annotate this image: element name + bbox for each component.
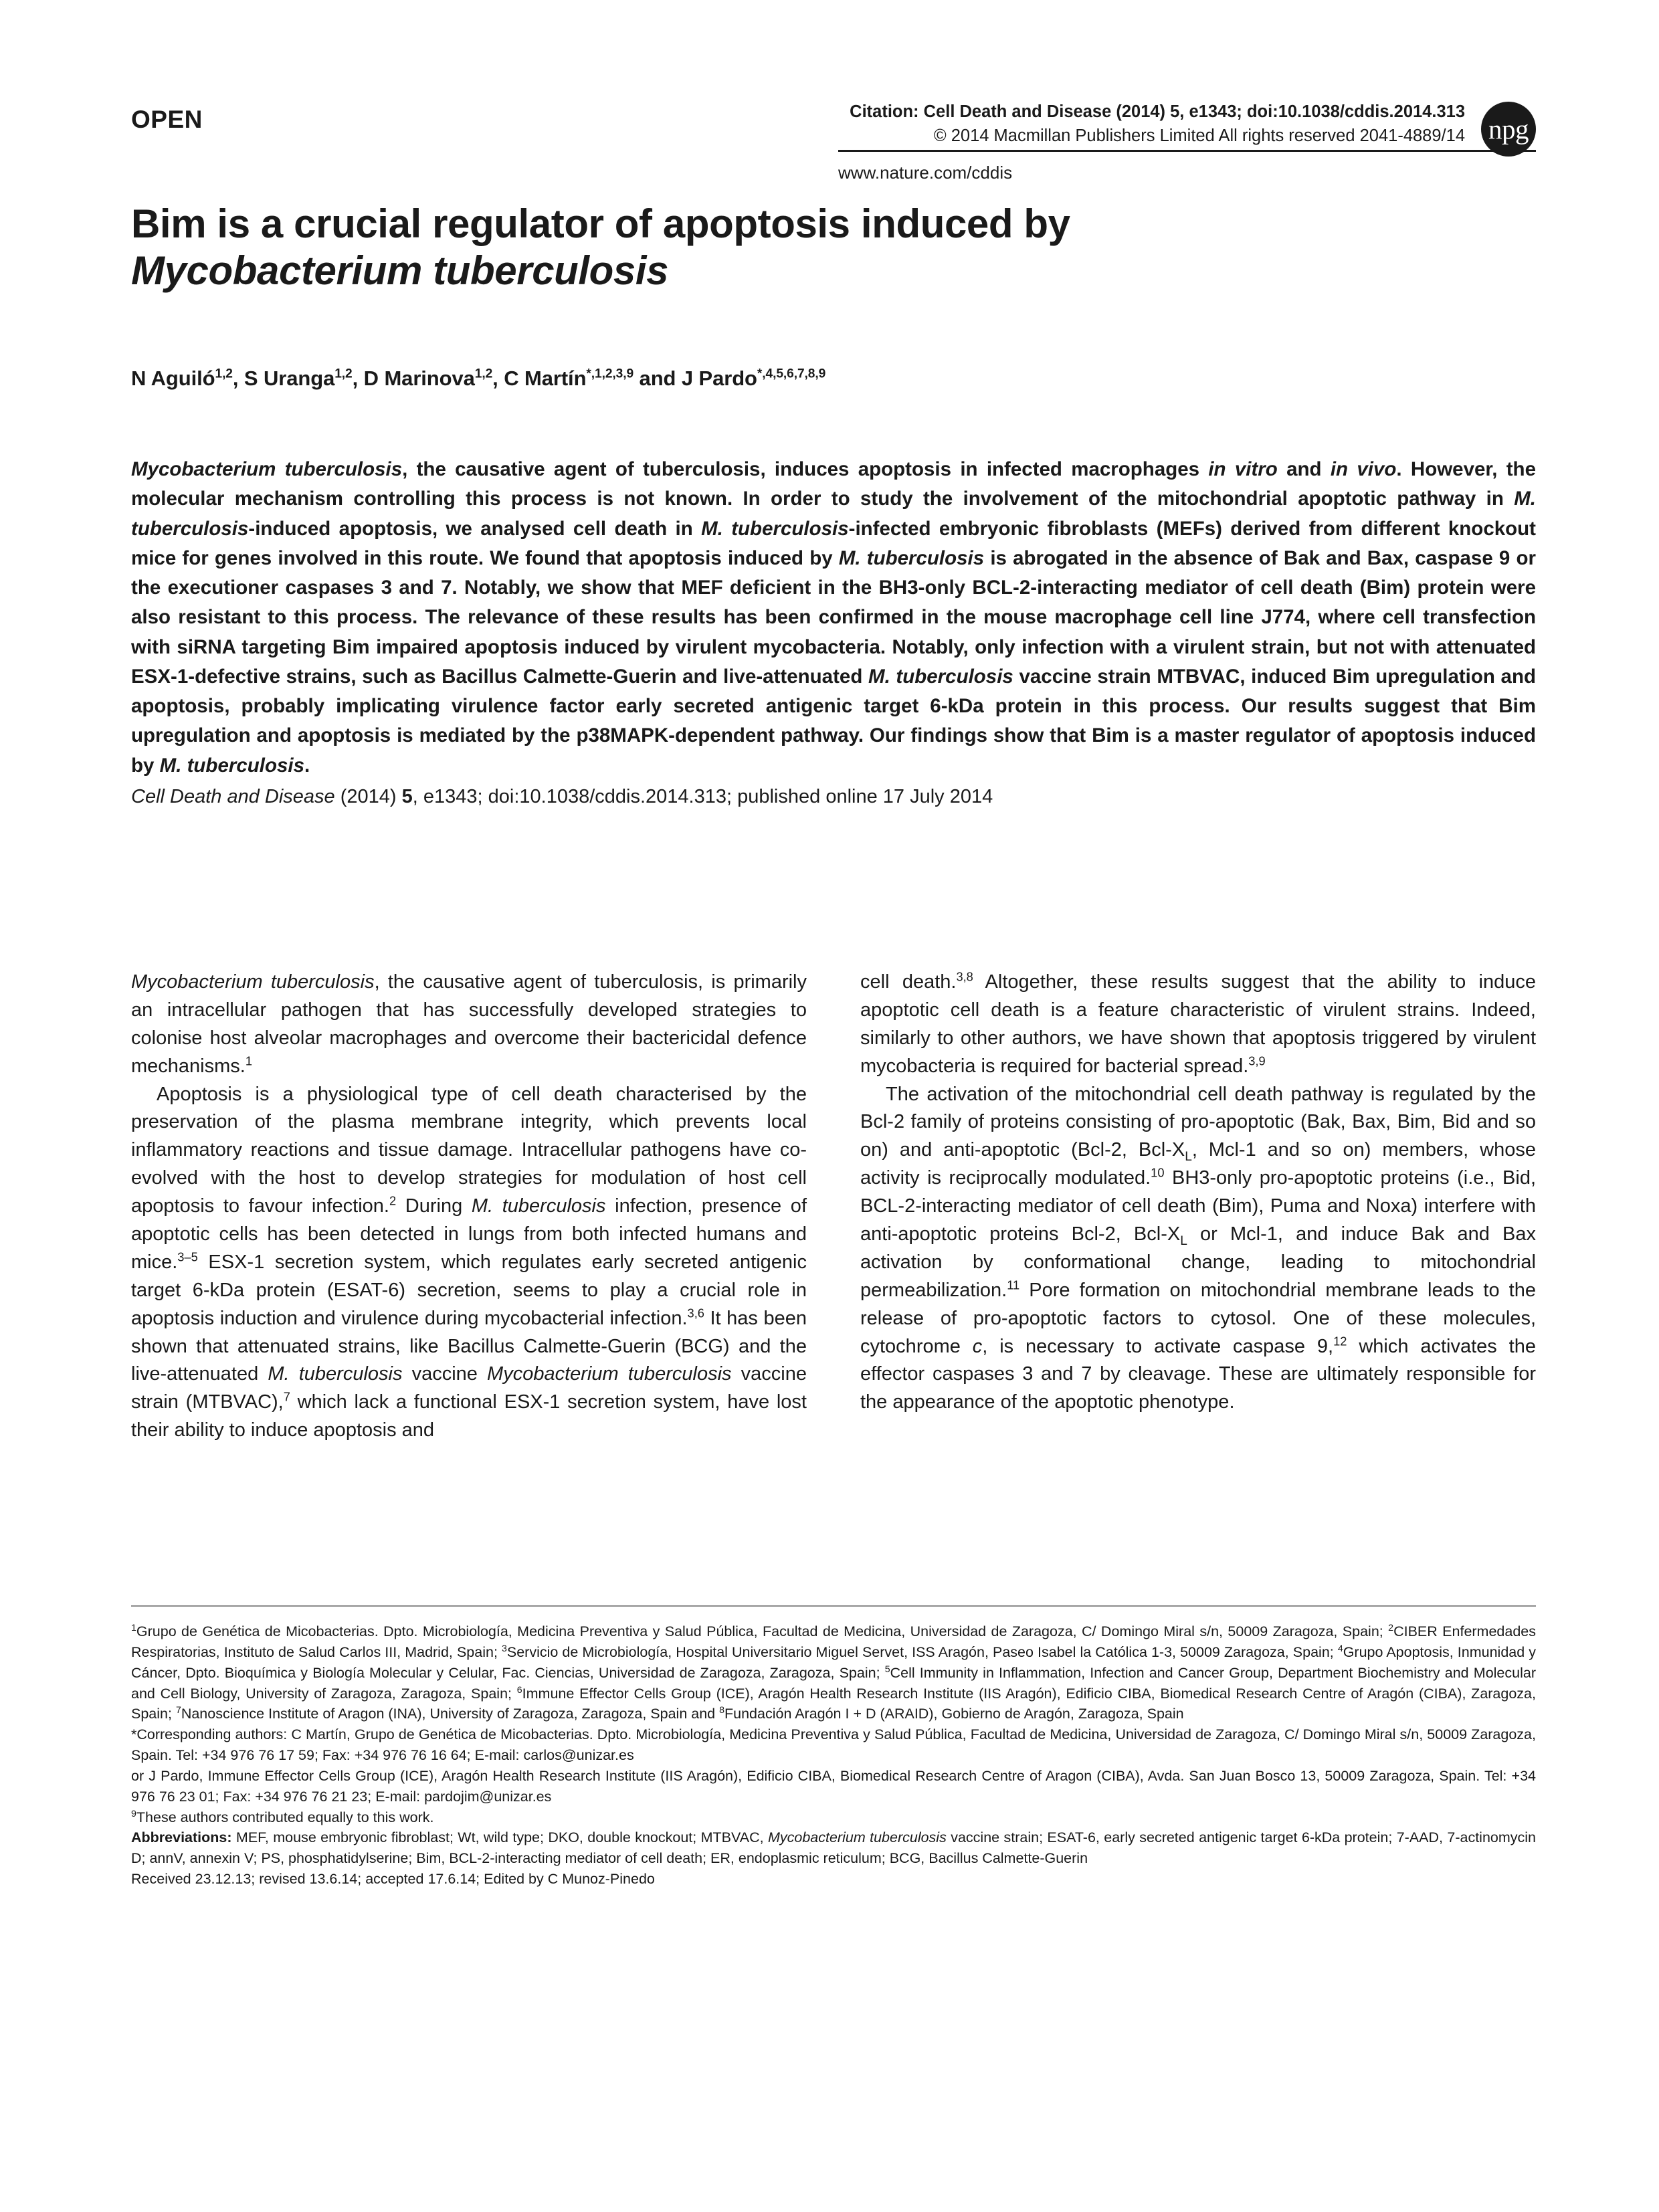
open-access-badge: OPEN [131,106,203,133]
title-line-2-species: Mycobacterium tuberculosis [131,248,669,294]
abstract-text: Mycobacterium tuberculosis, the causative agent of tuberculosis, induces apoptosis in infected macrophages in vitro and in vivo. However, the molecular mechanism controlling this process is not known. In order to study the involvement of the mitochondrial apoptotic pathway in M. tuberculosis-induced apoptosis, we analysed cell death in M. tuberculosis-infected embryonic fibroblasts (MEFs) derived from different knockout mice for genes involved in this route. We found that apoptosis induced by M. tuberculosis is abrogated in the absence of Bak and Bax, caspase 9 or the executioner caspases 3 and 7. Notably, we show that MEF deficient in the BH3-only BCL-2-interacting mediator of cell death (Bim) protein were also resistant to this process. The relevance of these results has been confirmed in the mouse macrophage cell line J774, where cell transfection with siRNA targeting Bim impaired apoptosis induced by virulent mycobacteria. Notably, only infection with a virulent strain, but not with attenuated ESX-1-defective strains, such as Bacillus Calmette-Guerin and live-attenuated M. tuberculosis vaccine strain MTBVAC, induced Bim upregulation and apoptosis, probably implicating virulence factor early secreted antigenic target 6-kDa protein in this process. Our results suggest that Bim upregulation and apoptosis is mediated by the p38MAPK-dependent pathway. Our findings show that Bim is a master regulator of apoptosis induced by M. tuberculosis. [131,458,1536,777]
body-column-right [860,969,1536,1584]
abbreviations-note: Abbreviations: MEF, mouse embryonic fibroblast; Wt, wild type; DKO, double knockout; MTBVAC, Mycobacterium tuberculosis vaccine strain; ESAT-6, early secreted antigenic target 6-kDa protein; 7-AAD, 7-actinomycin D; annV, annexin V; PS, phosphatidylserine; Bim, BCL-2-interacting mediator of cell death; ER, endoplasmic reticulum; BCG, Bacillus Calmette-Guerin [131,1829,1536,1867]
author-name: J Pardo [681,367,757,390]
footnotes [131,1621,1536,1890]
masthead-divider [838,150,1536,152]
body-paragraph: Apoptosis is a physiological type of cell death characterised by the preservation of the plasma membrane integrity, which prevents local inflammatory reactions and tissue damage. Intracellular pathogens have co-evolved with the host to develop strategies for modulation of host cell apoptosis to favour infection.$^2$ During M. tuberculosis infection, presence of apoptotic cells has been detected in lungs from both infected humans and mice.$^{3-5}$ ESX-1 secretion system, which regulates early secreted antigenic target 6-kDa protein (ESAT-6) secretion, seems to play a crucial role in apoptosis induction and virulence during mycobacterial infection.$^{3,6}$ It has been shown that attenuated strains, like Bacillus Calmette-Guerin (BCG) and the live-attenuated M. tuberculosis vaccine Mycobacterium tuberculosis vaccine strain (MTBVAC),$^7$ which lack a functional ESX-1 secretion system, have lost their ability to induce apoptosis and [131,1083,807,1441]
npg-logo-icon: npg [1481,102,1536,157]
body-paragraph: The activation of the mitochondrial cell death pathway is regulated by the Bcl-2 family of proteins consisting of pro-apoptotic (Bak, Bax, Bim, Bid and so on) and anti-apoptotic (Bcl-2, Bcl-$X_L$, Mcl-1 and so on) members, whose activity is reciprocally modulated.$^{10}$ BH3-only pro-apoptotic proteins (i.e., Bid, BCL-2-interacting mediator of cell death (Bim), Puma and Noxa) interfere with anti-apoptotic proteins Bcl-2, Bcl-$X_L$ or Mcl-1, and induce Bak and Bax activation by conformational change, leading to mitochondrial permeabilization.$^{11}$ Pore formation on mitochondrial membrane leads to the release of pro-apoptotic factors to cytosol. One of these molecules, cytochrome c, is necessary to activate caspase 9,12 which activates the effector caspases 3 and 7 by cleavage. These are ultimately responsible for the appearance of the apoptotic phenotype. [860,1083,1536,1413]
body-columns [131,969,1536,1584]
author-name: C Martín [504,367,587,390]
author-name: N Aguiló [131,367,215,390]
body-column-left [131,969,807,1584]
body-paragraph: cell death.$^{3,8}$ Altogether, these results suggest that the ability to induce apoptotic cell death is a feature characteristic of virulent strains. Indeed, similarly to other authors, we have shown that apoptosis triggered by virulent mycobacteria is required for bacterial spread.$^{3,9}$ [860,969,1537,1077]
citation-text: Citation: Cell Death and Disease (2014) 5, e1343; doi:10.1038/cddis.2014.313 [850,102,1465,121]
author-list: N Aguiló$^{1,2}$, S Uranga$^{1,2}$, D Marinova$^{1,2}$, C Martín$^{*,1,2,3,9}$ and J Pardo$^{*,4,5,6,7,8,9}$ [131,367,826,390]
body-paragraph: Mycobacterium tuberculosis, the causative agent of tuberculosis, is primarily an intracellular pathogen that has successfully developed strategies to colonise host alveolar macrophages and overcome their bactericidal defence mechanisms.$^1$ [131,971,807,1077]
author-affiliation-marker: *,1,2,3,9 [586,367,634,381]
citation-block [756,100,1465,148]
corresponding-author-1: *Corresponding authors: C Martín, Grupo de Genética de Micobacterias. Dpto. Microbiología, Medicina Preventiva y Salud Pública, Facultad de Medicina, Universidad de Zaragoza, C/ Domingo Miral s/n, 50009 Zaragoza, Spain. Tel: +34 976 76 17 59; Fax: +34 976 76 16 64; E-mail: carlos@unizar.es [131,1726,1536,1764]
author-name: D Marinova [363,367,475,390]
abstract-citation: Cell Death and Disease (2014) 5, e1343; doi:10.1038/cddis.2014.313; published online 17 July 2014 [131,785,993,807]
author-name: S Uranga [243,367,335,390]
author-affiliation-marker: 1,2 [334,367,353,381]
title-block [131,201,1402,294]
journal-url[interactable]: www.nature.com/cddis [838,163,1013,183]
footnote-divider [131,1605,1536,1607]
author-affiliation-marker: 1,2 [474,367,493,381]
corresponding-author-2: or J Pardo, Immune Effector Cells Group (ICE), Aragón Health Research Institute (IIS Aragón), Edificio CIBA, Biomedical Research Centre of Aragon (CIBA), Avda. San Juan Bosco 13, 50009 Zaragoza, Spain. Tel: +34 976 76 23 01; Fax: +34 976 76 21 23; E-mail: pardojim@unizar.es [131,1767,1536,1805]
copyright-text: © 2014 Macmillan Publishers Limited All rights reserved 2041-4889/14 [933,126,1465,146]
equal-contribution-note: $^9$These authors contributed equally to this work. [131,1808,434,1825]
received-dates: Received 23.12.13; revised 13.6.14; accepted 17.6.14; Edited by C Munoz-Pinedo [131,1871,655,1888]
abstract [131,455,1536,811]
author-affiliation-marker: *,4,5,6,7,8,9 [757,367,826,381]
author-affiliation-marker: 1,2 [215,367,233,381]
affiliations: $^1$Grupo de Genética de Micobacterias. Dpto. Microbiología, Medicina Preventiva y Salud Pública, Facultad de Medicina, Universidad de Zaragoza, C/ Domingo Miral s/n, 50009 Zaragoza, Spain; $^2$CIBER Enfermedades Respiratorias, Instituto de Salud Carlos III, Madrid, Spain; $^3$Servicio de Microbiología, Hospital Universitario Miguel Servet, ISS Aragón, Paseo Isabel la Católica 1-3, 50009 Zaragoza, Spain; $^4$Grupo Apoptosis, Inmunidad y Cáncer, Dpto. Bioquímica y Biología Molecular y Celular, Fac. Ciencias, Universidad de Zaragoza, Zaragoza, Spain; $^5$Cell Immunity in Inflammation, Infection and Cancer Group, Department Biochemistry and Molecular and Cell Biology, University of Zaragoza, Zaragoza, Spain; $^6$Immune Effector Cells Group (ICE), Aragón Health Research Institute (IIS Aragón), Edificio CIBA, Biomedical Research Centre of Aragón (CIBA), Zaragoza, Spain; $^7$Nanoscience Institute of Aragon (INA), University of Zaragoza, Zaragoza, Spain and $^8$Fundación Aragón I + D (ARAID), Gobierno de Aragón, Zaragoza, Spain [131,1622,1537,1722]
page-title [131,201,1402,294]
title-line-1: Bim is a crucial regulator of apoptosis induced by [131,201,1070,246]
